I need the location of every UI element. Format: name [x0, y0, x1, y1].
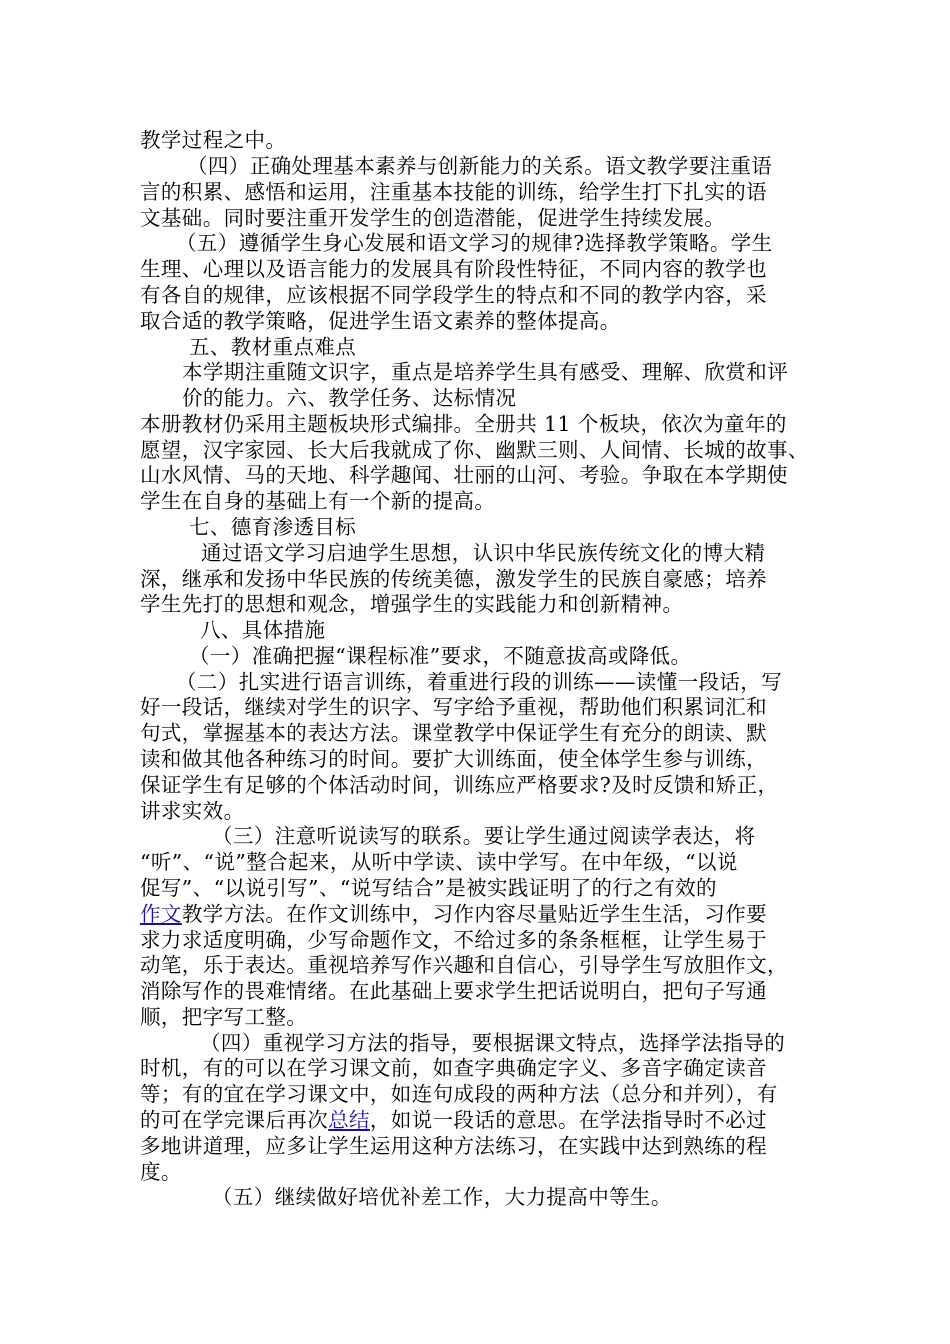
text-line: 句式，掌握基本的表达方法。课堂教学中保证学生有充分的朗读、默 — [140, 721, 767, 745]
text-line: 求力求适度明确，少写命题作文，不给过多的条条框框，让学生易于 — [140, 928, 767, 952]
text-line: 促写”、“以说引写”、“说写结合”是被实践证明了的行之有效的 — [140, 876, 717, 900]
text-line: 生理、心理以及语言能力的发展具有阶段性特征，不同内容的教学也 — [140, 257, 767, 281]
text-line: 动笔，乐于表达。重视培养写作兴趣和自信心，引导学生写放胆作文， — [140, 953, 788, 977]
text-line: （二）扎实进行语言训练，着重进行段的训练——读懂一段话，写 — [176, 670, 783, 694]
text-line: 学生在自身的基础上有一个新的提高。 — [140, 489, 496, 513]
text-line: “听”、“说”整合起来，从听中学读、读中学写。在中年级，“以说 — [140, 850, 738, 874]
text-line: 文基础。同时要注重开发学生的创造潜能，促进学生持续发展。 — [140, 206, 726, 230]
text-line: （五）继续做好培优补差工作，大力提高中等生。 — [212, 1185, 672, 1209]
text-line: （三）注意听说读写的联系。要让学生通过阅读学表达，将 — [212, 824, 756, 848]
line-prefix: 的可在学完课后再次 — [140, 1108, 329, 1132]
text-line: 保证学生有足够的个体活动时间，训练应严格要求?及时反馈和矫正， — [140, 773, 779, 797]
line-rest: ，如说一段话的意思。在学法指导时不必过 — [369, 1108, 768, 1132]
text-line: 度。 — [140, 1160, 182, 1184]
text-line: 价的能力。六、教学任务、达标情况 — [182, 386, 517, 410]
text-line — [140, 1107, 767, 1133]
text-line: 有各自的规律，应该根据不同学段学生的特点和不同的教学内容，采 — [140, 283, 767, 307]
text-line: 愿望，汉字家园、长大后我就成了你、幽默三则、人间情、长城的故事、 — [140, 438, 809, 462]
text-line: 读和做其他各种练习的时间。要扩大训练面，使全体学生参与训练， — [140, 747, 767, 771]
line-rest: 教学方法。在作文训练中，习作内容尽量贴近学生生活，习作要 — [181, 902, 768, 926]
section-heading: 八、具体措施 — [200, 618, 326, 642]
text-line: 时机，有的可以在学习课文前，如查字典确定字义、多音字确定读音 — [140, 1056, 767, 1080]
text-line: 深，继承和发扬中华民族的传统美德，激发学生的民族自豪感；培养 — [140, 567, 767, 591]
text-line: 言的积累、感悟和运用，注重基本技能的训练，给学生打下扎实的语 — [140, 180, 767, 204]
text-line: 讲求实效。 — [140, 799, 245, 823]
text-line: （四）正确处理基本素养与创新能力的关系。语文教学要注重语 — [187, 154, 773, 178]
text-line: （五）遵循学生身心发展和语文学习的规律?选择教学策略。学生 — [176, 231, 773, 255]
text-line: 山水风情、马的天地、科学趣闻、壮丽的山河、考验。争取在本学期使 — [140, 463, 788, 487]
text-line: （四）重视学习方法的指导，要根据课文特点，选择学法指导的 — [200, 1031, 786, 1055]
text-line: 等；有的宜在学习课文中，如连句成段的两种方法（总分和并列），有 — [140, 1082, 778, 1106]
text-line — [140, 901, 767, 927]
text-line: 本册教材仍采用主题板块形式编排。全册共 11 个板块，依次为童年的 — [140, 412, 787, 436]
text-line: 取合适的教学策略，促进学生语文素养的整体提高。 — [140, 309, 621, 333]
section-heading: 七、德育渗透目标 — [189, 515, 357, 539]
text-line: 多地讲道理，应多让学生运用这种方法练习，在实践中达到熟练的程 — [140, 1134, 767, 1158]
text-line: 教学过程之中。 — [140, 128, 287, 152]
zuowen-link[interactable]: 作文 — [140, 902, 182, 926]
zongjie-link[interactable]: 总结 — [328, 1108, 370, 1132]
text-line: 本学期注重随文识字，重点是培养学生具有感受、理解、欣赏和评 — [182, 360, 789, 384]
text-line: 学生先打的思想和观念，增强学生的实践能力和创新精神。 — [140, 592, 684, 616]
text-line: 顺，把字写工整。 — [140, 1005, 308, 1029]
text-line: 好一段话，继续对学生的识字、写字给予重视，帮助他们积累词汇和 — [140, 695, 767, 719]
text-line: 通过语文学习启迪学生思想，认识中华民族传统文化的博大精 — [201, 541, 766, 565]
section-heading: 五、教材重点难点 — [189, 335, 357, 359]
text-line: （一）准确把握“课程标准”要求，不随意拔高或降低。 — [189, 644, 692, 668]
text-line: 消除写作的畏难情绪。在此基础上要求学生把话说明白，把句子写通 — [140, 979, 767, 1003]
